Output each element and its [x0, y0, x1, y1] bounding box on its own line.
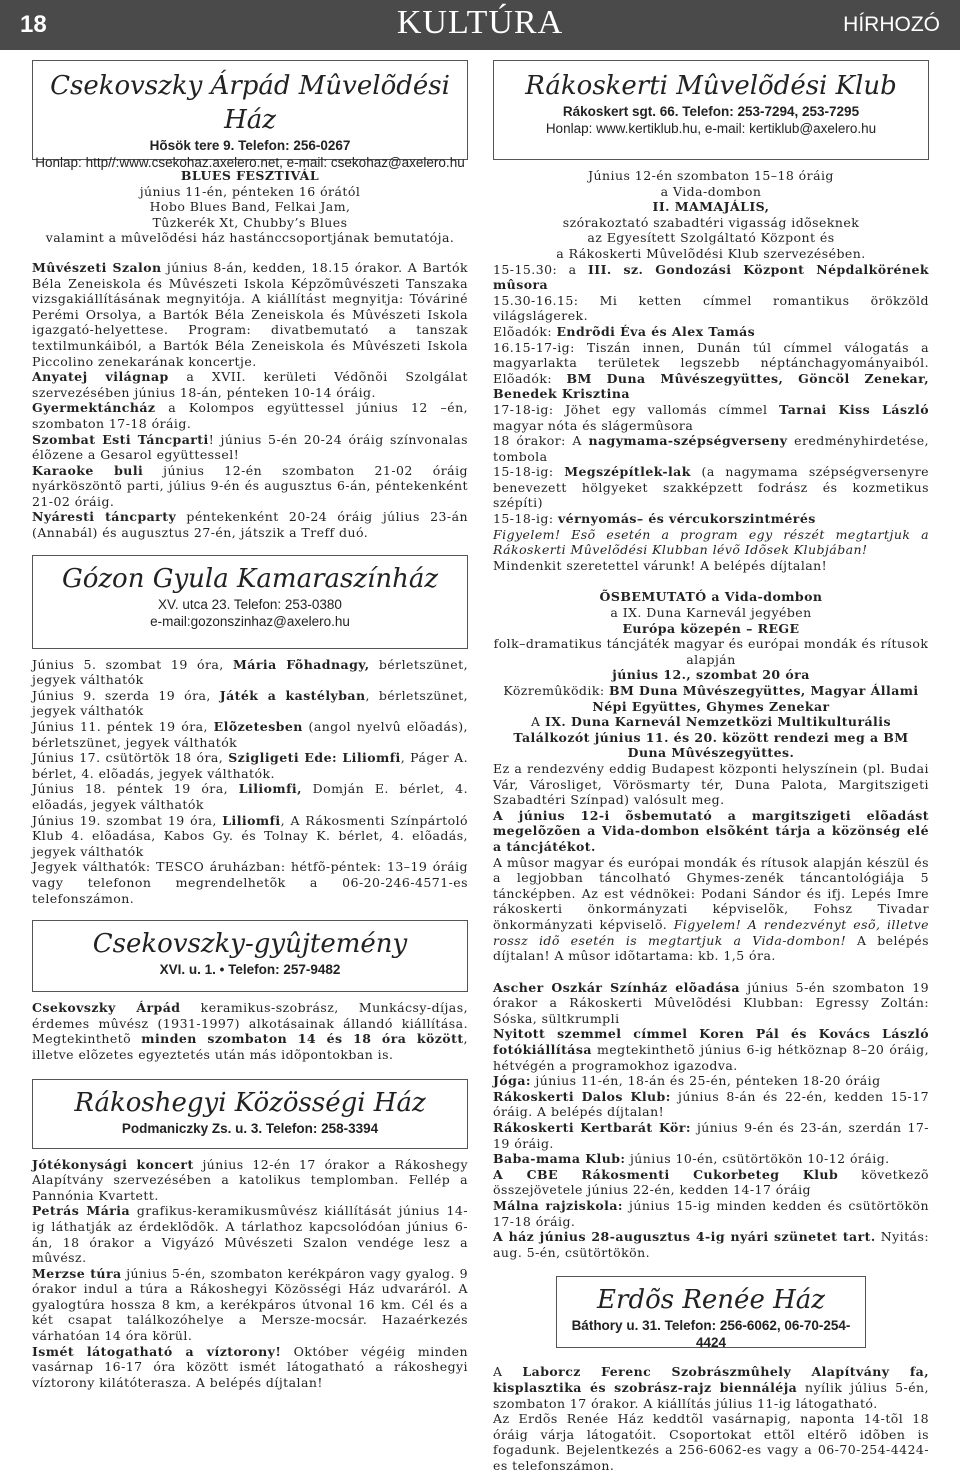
mamajalis-title: II. MAMAJÁLIS, [652, 199, 770, 215]
mamajalis-line: az Egyesített Szolgáltató Központ és [587, 230, 835, 246]
venue-address: Rákoskert sgt. 66. Telefon: 253-7294, 253-7295 [562, 104, 860, 119]
premiere-festival: A IX. Duna Karnevál Nemzetközi Multikulturális Találkozót június 11. és 20. között rendezi meg a BM Duna Mûvészegyüttes. [513, 714, 909, 761]
venue-title: Rákoshegyi Közösségi Ház [74, 1087, 426, 1118]
event-paragraph: Petrás Mária grafikus-keramikusmûvész kiállítását június 14-ig láthatják az érdeklõdõk. A tárlathoz kapcsolódóan június 6-án, 18 órakor a Vigyázó Mûvészeti Szalon vendége lesz a mûvész. [32, 1203, 468, 1266]
blues-announcement [32, 168, 468, 246]
right-column [493, 60, 929, 1474]
event-paragraph: Ascher Oszkár Színház elõadása június 5-én szombaton 19 órakor a Rákoskerti Mûvelõdési Klubban: Egressy Zoltán: Sóska, sültkrumpli [493, 979, 930, 1026]
program-item: 15-15.30: a III. sz. Gondozási Központ Népdalkörének mûsora [493, 261, 929, 293]
mamajalis-line: a Rákoskerti Mûvelõdési Klub szervezésében. [556, 245, 866, 261]
program-item: 15.30-16.15: Mi ketten címmel romantikus örökzöld világslágerek. [493, 292, 929, 324]
event-paragraph: Málna rajziskola: június 15-ig minden kedden és csütörtökön 17-18 óráig. [493, 1198, 929, 1229]
program-item: 17-18-ig: Jöhet egy vallomás címmel Tarnai Kiss László magyar nóta és slágermûsora [493, 401, 929, 433]
event-paragraph: Az Erdõs Renée Ház keddtõl vasárnapig, naponta 14-tõl 18 óráig várja látogatóit. Csoportokat ettõl eltérõ idõben is fogadunk. Bejelentkezés a 256-6062-es vagy a 06-70-254-4424-es telefonszámon. [493, 1411, 929, 1473]
venue-box-rakoshegy [32, 1079, 468, 1149]
venue-title: Rákoskerti Mûvelõdési Klub [525, 71, 897, 101]
venue-address: Báthory u. 31. Telefon: 256-6062, 06-70-254-4424 [571, 1318, 851, 1351]
venue-address: XV. utca 23. Telefon: 253-0380 [158, 596, 342, 612]
venue-web: Honlap: www.kertiklub.hu, e-mail: kertiklub@axelero.hu [545, 121, 877, 136]
event-paragraph: Nyitott szemmel címmel Koren Pál és Kovács László fotókiállítása megtekinthetõ június 6-ig hétköznap 8–20 óráig, hétvégén a programokhoz igazodva. [493, 1026, 929, 1073]
page-number: 18 [20, 11, 47, 38]
event-paragraph: Jótékonysági koncert június 12-én 17 órakor a Rákoshegy Alapítvány szervezésében a katolikus templomban. Fellép a Pannónia Kvartett. [32, 1156, 469, 1203]
program-item: Június 18. péntek 19 óra, Liliomfi, Domján E. bérlet, 4. elõadás, jegyek válthatók [32, 781, 468, 812]
program-item: 16.15-17-ig: Tiszán innen, Dunán túl címmel válogatás a magyarlakta területek legszebb néptánchagyományaiból. Elõadók: BM Duna Mûvészegyüttes, Göncöl Zenekar, Benedek Krisztina [493, 339, 930, 402]
premiere-paragraph: A mûsor magyar és európai mondák és rítusok alapján készül és a legjobban táncolható Ghymes-zenék táncantológiája 5 táncképben. Az est védnökei: Podani Sándor és ifj. Lepés Imre rákoskerti önkormányzati képviselõk, Fohsz Tivadar önkormányzati képviselõ. Figyelem! A rendezvényt esõ, illetve rossz idõ esetén is megtartjuk a Vida-dombon! A belépés díjtalan! A mûsor idõtartama: kb. 1,5 óra. [493, 854, 929, 964]
collection-paragraph: Csekovszky Árpád keramikus-szobrász, Munkácsy-díjas, érdemes mûvész (1931-1997) alkotásainak állandó kiállítása. Megtekinthetõ minden szombaton 14 és 18 óra között, illetve elõzetes egyeztetés után más idõpontokban is. [32, 1000, 468, 1062]
program-item: 15-18-ig: Megszépítlek-lak (a nagymama szépségversenyre benevezett hölgyeket szakképzett fodrász és kozmetikus szépíti) [493, 464, 929, 511]
venue-title: Csekovszky-gyûjtemény [92, 929, 408, 960]
publication-name: HÍRHOZÓ [843, 13, 940, 36]
program-item: Június 11. péntek 19 óra, Elõzetesben (angol nyelvû elõadás), bérletszünet, jegyek válthatók [32, 719, 468, 750]
mamajalis-line: Június 12-én szombaton 15–18 óráig [588, 168, 834, 183]
mamajalis-announcement [493, 168, 929, 573]
event-paragraph: Anyatej világnap a XVII. kerületi Védõnõi Szolgálat szervezésében június 18-án, pénteken 10-14 óráig. [32, 369, 468, 400]
venue-box-csekovszky [32, 60, 468, 170]
mamajalis-line: szórakoztató szabadtéri vigasság idõseknek [562, 214, 860, 230]
ticket-info: Jegyek válthatók: TESCO áruházban: hétfõ-péntek: 13–19 óráig vagy telefonon megrendelhetõk a 06-20-246-4571-es telefonszámon. [32, 859, 468, 906]
event-paragraph: Karaoke buli június 12-én szombaton 21-02 óráig nyárköszöntõ parti, július 9-én és augusztus 6-án, péntekenként 21-02 óráig. [32, 462, 468, 509]
venue-web: Honlap: http//:www.csekohaz.axelero.net, e-mail: csekohaz@axelero.hu [35, 155, 465, 170]
event-paragraph: Baba-mama Klub: június 10-én, csütörtökön 10-12 óráig. [493, 1151, 890, 1167]
venue-address: Hõsök tere 9. Telefon: 256-0267 [149, 138, 351, 153]
premiere-line: a IX. Duna Karnevál jegyében [610, 605, 812, 621]
program-item: 18 órakor: A nagymama-szépségverseny eredményhirdetése, tombola [493, 433, 929, 464]
event-paragraph: Jóga: június 11-én, 18-án és 25-én, pénteken 18-20 óráig [493, 1073, 881, 1089]
premiere-date: június 12., szombat 20 óra [612, 667, 810, 683]
event-paragraph: A CBE Rákosmenti Cukorbeteg Klub következõ összejövetele június 22-én, kedden 14-17 óráig [493, 1166, 930, 1198]
left-column [32, 60, 468, 1390]
event-paragraph: Ismét látogatható a víztorony! Október végéig minden vasárnap 16-17 óra között ismét látogatható a rákoshegyi víztorony kilátóterasza. A belépés díjtalan! [32, 1343, 468, 1390]
event-paragraph: A ház június 28-augusztus 4-ig nyári szünetet tart. Nyitás: aug. 5-én, csütörtökön. [493, 1229, 929, 1260]
venue-box-csekovszky-gyujtemeny [32, 920, 468, 992]
premiere-title: ÕSBEMUTATÓ a Vida-dombon [599, 589, 823, 605]
mamajalis-line: a Vida-dombon [660, 183, 762, 199]
blues-line: június 11-én, pénteken 16 órától [139, 183, 361, 199]
premiere-line: folk–dramatikus táncjáték magyar és európai mondák és rítusok alapján [493, 636, 929, 667]
venue-address: Podmaniczky Zs. u. 3. Telefon: 258-3394 [121, 1120, 379, 1136]
program-item: 15-18-ig: vérnyomás– és vércukorszintmérés [493, 511, 816, 527]
event-paragraph: A Laborcz Ferenc Szobrászmûhely Alapítvány fa, kisplasztika és szobrász-rajz biennáléja nyílik július 5-én, szombaton 17 órakor. A kiállítás július 11-ig látogatható. [493, 1364, 929, 1411]
csekovszky-events [32, 260, 468, 541]
premiere-paragraph: A június 12-i õsbemutató a margitszigeti elõadást megelõzõen a Vida-dombon elsõként tárja a közönség elé a táncjátékot. [493, 807, 929, 854]
venue-web: e-mail:gozonszinhaz@axelero.hu [150, 613, 350, 629]
gozon-program [32, 657, 468, 907]
event-paragraph: Gyermektáncház a Kolompos együttessel június 12 –én, szombaton 17-18 óráig. [32, 400, 468, 431]
blues-line: Tûzkerék Xt, Chubby’s Blues [152, 214, 348, 230]
collection-info [32, 1000, 468, 1062]
venue-box-erdos [556, 1276, 866, 1351]
blues-line: valamint a mûvelõdési ház hastánccsoportjának bemutatója. [45, 230, 455, 246]
venue-title: Erdõs Renée Ház [597, 1285, 825, 1316]
rain-notice: Figyelem! Esõ esetén a program egy részét megtartjuk a Rákoskerti Mûvelõdési Klubban lévõ Idõsek Klubjában! [493, 526, 929, 558]
premiere-performers: Közremûködik: BM Duna Mûvészegyüttes, Magyar Állami Népi Együttes, Ghymes Zenekar [503, 683, 919, 714]
rakoshegy-events [32, 1157, 468, 1391]
premiere-work: Európa közepén – REGE [622, 620, 800, 636]
blues-title: BLUES FESZTIVÁL [180, 168, 320, 183]
venue-box-rakoskert [493, 60, 929, 160]
program-item: Június 17. csütörtök 18 óra, Szigligeti Ede: Liliomfi, Páger A. bérlet, 4. elõadás, jegyek válthatók. [32, 750, 468, 781]
premiere-paragraph: Ez a rendezvény eddig Budapest központi helyszínein (pl. Budai Vár, Városliget, Vörösmarty tér, Duna Palota, Margitszigeti Szabadtéri Színpad) valósult meg. [493, 760, 929, 808]
welcome-note: Mindenkit szeretettel várunk! A belépés díjtalan! [493, 557, 828, 573]
premiere-announcement [493, 589, 929, 963]
venue-title: Gózon Gyula Kamaraszínház [61, 563, 439, 594]
blues-line: Hobo Blues Band, Felkai Jam, [149, 199, 351, 215]
page-header [0, 0, 960, 50]
program-item: Elõadók: Endrõdi Éva és Alex Tamás [493, 323, 756, 339]
program-item: Június 9. szerda 19 óra, Játék a kastélyban, bérletszünet, jegyek válthatók [32, 687, 468, 719]
event-paragraph: Merzse túra június 5-én, szombaton kerékpáron vagy gyalog. 9 órakor indul a túra a Rákoshegyi Közösségi Ház udvaráról. A gyalogtúra hossza 8 km, a kerékpáros útvonal 16 km. Cél és a két csapat találkozóhelye a Mersze-mocsár. Hazaérkezés várhatóan 14 óra körül. [32, 1265, 468, 1344]
venue-title: Csekovszky Árpád Mûvelõdési Ház [50, 71, 450, 135]
erdos-events [493, 1364, 929, 1473]
event-paragraph: Nyáresti táncparty péntekenként 20-24 óráig július 23-án (Annabál) és augusztus 27-én, játszik a Treff duó. [32, 509, 469, 541]
event-paragraph: Mûvészeti Szalon június 8-án, kedden, 18.15 órakor. A Bartók Béla Zeneiskola és Mûvészeti Iskola Képzõmûvészeti Tanszaka vizsgakiállításának megnyitója. A kiállítást megnyitja: Tóváriné Perémi Orsolya, a Bartók Béla Zeneiskola és Mûvészeti Iskola igazgató-helyettese. Program: divatbemutató a tanszak textilmunkáiból, a Bartók Béla Zeneiskola és Mûvészeti Iskola Piccolino zenekarának koncertje. [32, 259, 469, 369]
section-title: KULTÚRA [396, 4, 564, 41]
event-paragraph: Rákoskerti Kertbarát Kör: június 9-én és 23-án, szerdán 17-19 óráig. [493, 1120, 929, 1151]
venue-address: XVI. u. 1. • Telefon: 257-9482 [159, 962, 341, 978]
program-item: Június 5. szombat 19 óra, Mária Fõhadnagy, bérletszünet, jegyek válthatók [32, 656, 468, 688]
venue-box-gozon [32, 555, 468, 649]
event-paragraph: Rákoskerti Dalos Klub: június 8-án és 22-én, kedden 15-17 óráig. A belépés díjtalan! [493, 1088, 929, 1120]
rakoskert-events [493, 980, 929, 1261]
event-paragraph: Szombat Esti Táncparti! június 5-én 20-24 óráig színvonalas élõzene a Gesarol együttessel! [32, 431, 468, 463]
program-item: Június 19. szombat 19 óra, Liliomfi, A Rákosmenti Színpártoló Klub 4. elõadása, Kabos Gy. és Tolnay K. bérlet, 4. elõadás, jegyek válthatók [32, 812, 468, 859]
